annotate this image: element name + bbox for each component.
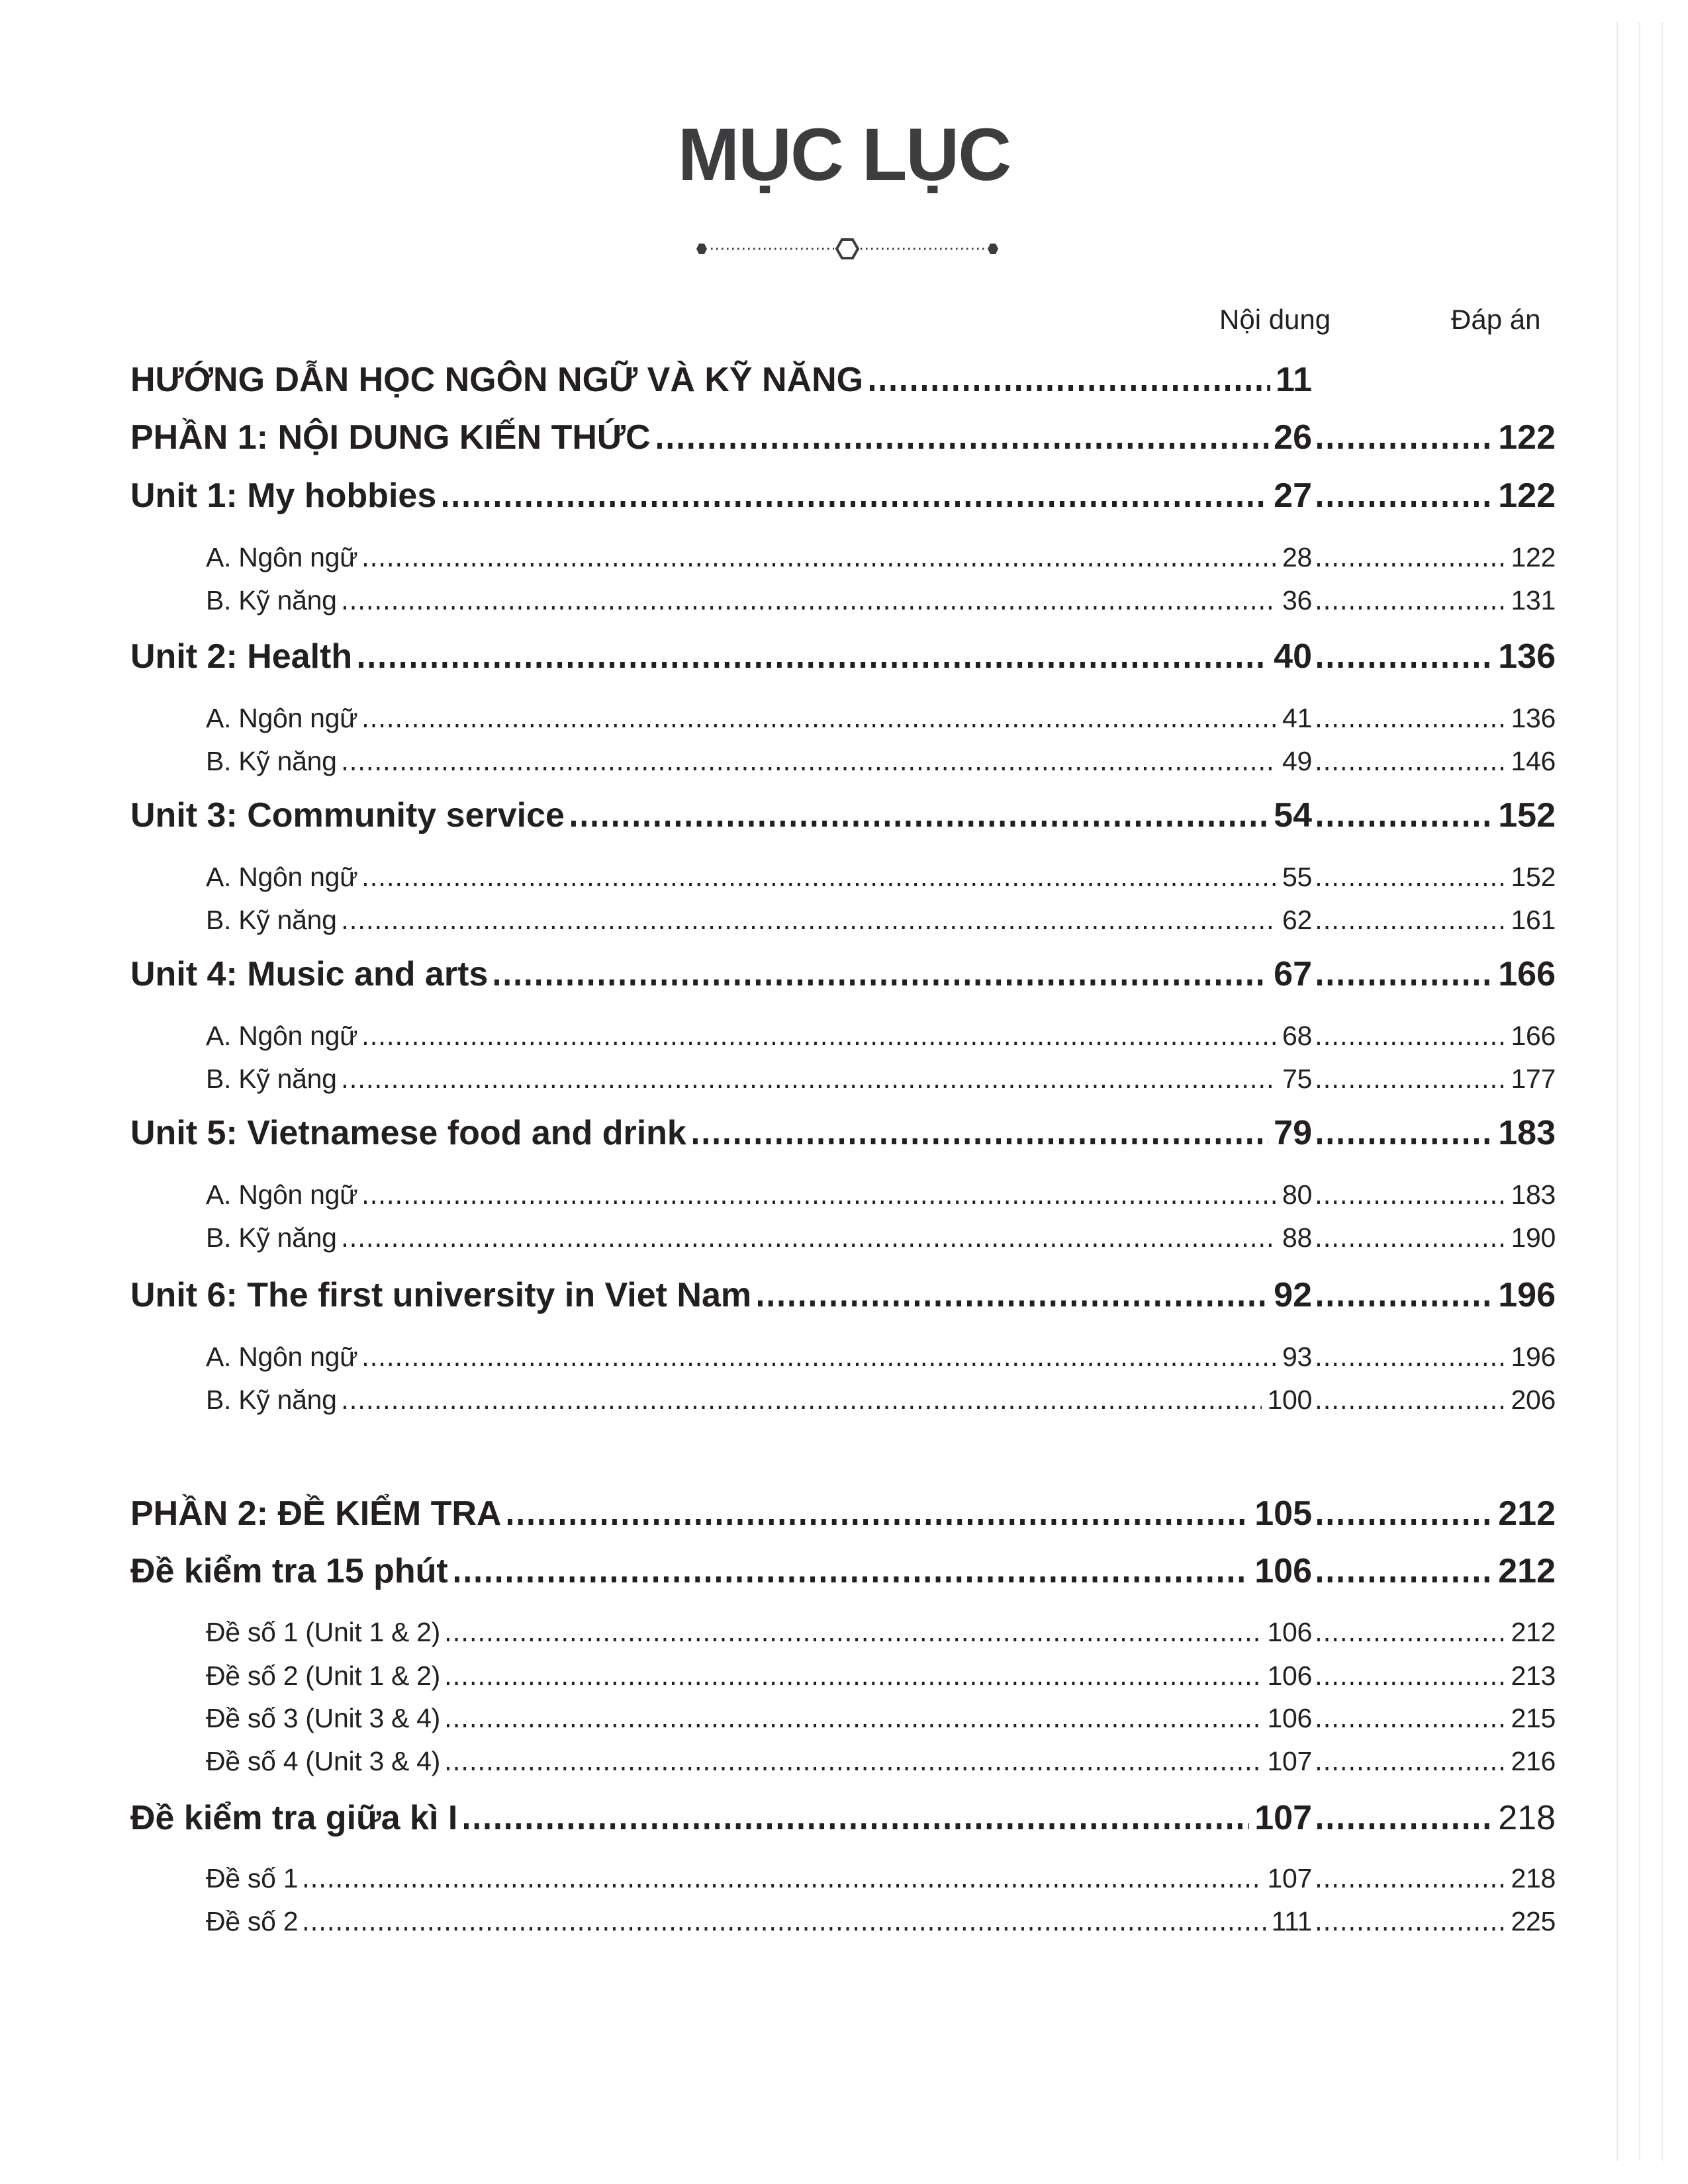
dot-leader <box>305 1927 1266 1931</box>
dot-leader <box>305 1884 1262 1888</box>
toc-entry-label: Unit 6: The first university in Viet Nam <box>130 1276 752 1314</box>
dot-leader <box>657 443 1269 449</box>
content-page-number: 106 <box>1267 1617 1312 1647</box>
dot-leader <box>464 1823 1249 1829</box>
answer-page-number: 190 <box>1511 1222 1556 1253</box>
answer-column <box>1312 1554 1556 1588</box>
answer-page-number: 212 <box>1511 1617 1556 1647</box>
toc-subitem-row[interactable] <box>206 587 1556 614</box>
dot-leader <box>447 1638 1262 1641</box>
dot-leader <box>571 821 1268 827</box>
answer-page-number: 152 <box>1511 862 1556 892</box>
answer-column <box>1312 705 1556 732</box>
answer-page-number: 218 <box>1511 1863 1556 1893</box>
toc-subitem-row[interactable] <box>206 705 1556 732</box>
answer-column <box>1312 1748 1556 1775</box>
dot-leader <box>1317 1927 1507 1931</box>
content-page-number: 92 <box>1274 1276 1312 1314</box>
answer-column <box>1312 798 1556 833</box>
center-hexagon-icon <box>837 240 858 258</box>
answer-page-number: 166 <box>1511 1021 1556 1051</box>
toc-subitem-row[interactable] <box>206 1705 1556 1732</box>
answer-page-number: 122 <box>1498 418 1556 457</box>
content-page-number: 28 <box>1282 542 1312 572</box>
dot-leader <box>693 1138 1268 1144</box>
dot-leader <box>364 1363 1277 1366</box>
dot-leader <box>1317 1638 1507 1641</box>
content-page-number: 88 <box>1282 1222 1312 1253</box>
toc-heading-row[interactable] <box>130 1116 1556 1150</box>
toc-subitem-row[interactable] <box>206 1387 1556 1414</box>
dot-leader <box>359 662 1268 668</box>
answer-column <box>1312 1116 1556 1150</box>
answer-page-number: 122 <box>1511 542 1556 572</box>
answer-page-number: 152 <box>1498 796 1556 835</box>
answer-page-number: 225 <box>1511 1906 1556 1936</box>
toc-entry-label: B. Kỹ năng <box>206 746 337 776</box>
toc-subitem-row[interactable] <box>206 864 1556 891</box>
content-page-number: 55 <box>1282 862 1312 892</box>
toc-entry-label: Đề kiểm tra giữa kì I <box>130 1799 458 1837</box>
toc-entry-label: B. Kỹ năng <box>206 1064 337 1094</box>
toc-subitem-row[interactable] <box>206 1865 1556 1892</box>
toc-entry-label: B. Kỹ năng <box>206 585 337 615</box>
content-page-number: 68 <box>1282 1021 1312 1051</box>
dot-leader <box>1317 1201 1507 1204</box>
dot-leader <box>1317 724 1507 727</box>
answer-page-number: 212 <box>1498 1494 1556 1533</box>
toc-subitem-row[interactable] <box>206 1662 1556 1690</box>
answer-column <box>1312 1023 1556 1050</box>
dot-leader <box>344 606 1277 610</box>
toc-entry-label: Đề số 1 (Unit 1 & 2) <box>206 1617 441 1647</box>
answer-column <box>1312 1705 1556 1732</box>
dot-leader <box>1317 883 1507 886</box>
dot-leader <box>1317 1042 1507 1045</box>
answer-column <box>1312 587 1556 614</box>
content-page-number: 106 <box>1254 1552 1312 1590</box>
toc-entry-label: PHẦN 2: ĐỀ KIỂM TRA <box>130 1494 502 1533</box>
dot-leader <box>344 926 1277 929</box>
dot-leader <box>1317 443 1494 449</box>
toc-heading-row[interactable] <box>130 957 1556 991</box>
page-edge-line <box>1639 22 1640 2161</box>
content-page-number: 107 <box>1267 1863 1312 1893</box>
dot-leader <box>508 1519 1249 1525</box>
answer-column <box>1312 957 1556 991</box>
content-page-number: 49 <box>1282 746 1312 776</box>
toc-entry-label: A. Ngôn ngữ <box>206 542 358 572</box>
answer-column <box>1312 1224 1556 1251</box>
dot-leader <box>1317 821 1494 827</box>
toc-entry-label: Unit 3: Community service <box>130 796 565 835</box>
toc-subitem-row[interactable] <box>206 1023 1556 1050</box>
toc-heading-row[interactable] <box>130 478 1556 513</box>
toc-heading-row[interactable] <box>130 1278 1556 1312</box>
answer-page-number: 131 <box>1511 585 1556 615</box>
dot-leader <box>364 563 1277 567</box>
answer-page-number: 122 <box>1498 477 1556 515</box>
dot-leader <box>364 883 1277 886</box>
dot-leader <box>447 1767 1262 1770</box>
dot-leader <box>1317 662 1494 668</box>
page-title: MỤC LỤC <box>677 113 1011 196</box>
answer-column <box>1312 1496 1556 1531</box>
answer-page-number: 212 <box>1498 1552 1556 1590</box>
dot-leader <box>1317 1884 1507 1888</box>
toc-heading-row[interactable] <box>130 420 1556 455</box>
answer-page-number: 161 <box>1511 905 1556 935</box>
answer-page-number: 177 <box>1511 1064 1556 1094</box>
answer-page-number: 216 <box>1511 1746 1556 1776</box>
toc-subitem-row[interactable] <box>206 1224 1556 1251</box>
answer-page-number: 136 <box>1498 637 1556 676</box>
answer-column <box>1312 478 1556 513</box>
toc-entry-label: A. Ngôn ngữ <box>206 862 358 892</box>
answer-column <box>1312 1908 1556 1935</box>
right-hexagon-icon <box>988 244 998 254</box>
toc-entry-label: B. Kỹ năng <box>206 1222 337 1253</box>
column-header-answers: Đáp án <box>1451 304 1541 335</box>
dot-leader <box>447 1682 1262 1685</box>
column-header-content: Nội dung <box>1219 304 1331 335</box>
answer-page-number: 183 <box>1498 1114 1556 1152</box>
toc-entry-label: Đề số 2 <box>206 1906 299 1936</box>
toc-entry-label: Unit 4: Music and arts <box>130 955 489 993</box>
toc-heading-row[interactable] <box>130 1801 1556 1835</box>
content-page-number: 106 <box>1267 1703 1312 1733</box>
content-page-number: 67 <box>1274 955 1312 993</box>
page-edge-line <box>1617 22 1618 2161</box>
toc-subitem-row[interactable] <box>206 748 1556 775</box>
toc-subitem-row[interactable] <box>206 544 1556 571</box>
content-page-number: 106 <box>1267 1661 1312 1691</box>
answer-column <box>1312 907 1556 934</box>
dot-leader <box>1317 563 1507 567</box>
dot-leader <box>1317 1767 1507 1770</box>
answer-column <box>1312 1181 1556 1208</box>
content-page-number: 111 <box>1271 1906 1312 1936</box>
answer-column <box>1312 1801 1556 1835</box>
dot-leader <box>1317 1406 1507 1409</box>
toc-entry-label: A. Ngôn ngữ <box>206 1021 358 1051</box>
toc-entry-label: Đề số 3 (Unit 3 & 4) <box>206 1703 441 1733</box>
toc-heading-row[interactable] <box>130 363 1556 397</box>
content-page-number: 75 <box>1282 1064 1312 1094</box>
left-hexagon-icon <box>696 244 707 254</box>
answer-column <box>1312 544 1556 571</box>
toc-subitem-row[interactable] <box>206 907 1556 934</box>
dot-leader <box>1317 501 1494 507</box>
page-edge-line <box>1662 22 1663 2161</box>
dot-leader <box>1317 1085 1507 1088</box>
content-page-number: 80 <box>1282 1179 1312 1210</box>
answer-page-number: 213 <box>1511 1661 1556 1691</box>
dot-leader <box>1317 1576 1494 1582</box>
dot-leader <box>870 385 1270 391</box>
content-page-number: 40 <box>1274 637 1312 676</box>
content-page-number: 100 <box>1267 1385 1312 1415</box>
dot-leader <box>1317 979 1494 985</box>
content-page-number: 107 <box>1267 1746 1312 1776</box>
content-page-number: 36 <box>1282 585 1312 615</box>
dot-leader <box>364 1042 1277 1045</box>
toc-entry-label: Unit 5: Vietnamese food and drink <box>130 1114 686 1152</box>
answer-page-number: 215 <box>1511 1703 1556 1733</box>
dot-leader <box>1317 926 1507 929</box>
dot-leader <box>1317 606 1507 610</box>
dot-leader <box>1317 1244 1507 1247</box>
toc-subitem-row[interactable] <box>206 1908 1556 1935</box>
answer-page-number: 183 <box>1511 1179 1556 1210</box>
dot-leader <box>1317 767 1507 770</box>
answer-column <box>1312 1278 1556 1312</box>
answer-page-number: 146 <box>1511 746 1556 776</box>
answer-page-number: 206 <box>1511 1385 1556 1415</box>
content-page-number: 41 <box>1282 703 1312 733</box>
content-page-number: 27 <box>1274 477 1312 515</box>
answer-column <box>1312 1662 1556 1690</box>
toc-entry-label: A. Ngôn ngữ <box>206 703 358 733</box>
toc-entry-label: PHẦN 1: NỘI DUNG KIẾN THỨC <box>130 418 651 457</box>
content-page-number: 105 <box>1254 1494 1312 1533</box>
content-page-number: 93 <box>1282 1342 1312 1372</box>
answer-column <box>1312 1619 1556 1646</box>
answer-column <box>1312 1865 1556 1892</box>
answer-page-number: 166 <box>1498 955 1556 993</box>
dot-leader <box>758 1300 1268 1306</box>
answer-page-number: 218 <box>1498 1799 1556 1837</box>
answer-column <box>1312 639 1556 674</box>
dot-leader <box>455 1576 1250 1582</box>
dot-leader <box>344 1085 1277 1088</box>
toc-entry-label: Đề số 4 (Unit 3 & 4) <box>206 1746 441 1776</box>
dot-leader <box>1317 1682 1507 1685</box>
answer-page-number: 196 <box>1511 1342 1556 1372</box>
toc-entry-label: B. Kỹ năng <box>206 905 337 935</box>
toc-entry-label: A. Ngôn ngữ <box>206 1342 358 1372</box>
toc-entry-label: B. Kỹ năng <box>206 1385 337 1415</box>
dot-leader <box>1317 1724 1507 1727</box>
dot-leader <box>344 767 1277 770</box>
dot-leader <box>364 724 1277 727</box>
dot-leader <box>1317 1823 1494 1829</box>
content-page-number: 79 <box>1274 1114 1312 1152</box>
content-page-number: 107 <box>1254 1799 1312 1837</box>
answer-column <box>1312 748 1556 775</box>
dot-leader <box>344 1244 1277 1247</box>
toc-heading-row[interactable] <box>130 1554 1556 1588</box>
toc-entry-label: Đề kiểm tra 15 phút <box>130 1552 448 1590</box>
toc-entry-label: HƯỚNG DẪN HỌC NGÔN NGỮ VÀ KỸ NĂNG <box>130 361 864 399</box>
answer-column <box>1312 864 1556 891</box>
toc-entry-label: Unit 1: My hobbies <box>130 477 437 515</box>
dot-leader <box>1317 1300 1494 1306</box>
dot-leader <box>494 979 1268 985</box>
dot-leader <box>1317 1363 1507 1366</box>
answer-column <box>1312 1343 1556 1371</box>
dot-leader <box>443 501 1268 507</box>
answer-column <box>1312 1066 1556 1093</box>
toc-subitem-row[interactable] <box>206 1619 1556 1646</box>
dot-leader <box>1317 1519 1494 1525</box>
toc-subitem-row[interactable] <box>206 1748 1556 1775</box>
answer-column <box>1312 420 1556 455</box>
toc-entry-label: Đề số 1 <box>206 1863 299 1893</box>
content-page-number: 54 <box>1274 796 1312 835</box>
toc-subitem-row[interactable] <box>206 1066 1556 1093</box>
toc-entry-label: Đề số 2 (Unit 1 & 2) <box>206 1661 441 1691</box>
dot-leader <box>447 1724 1262 1727</box>
toc-subitem-row[interactable] <box>206 1181 1556 1208</box>
dot-leader <box>1317 1138 1494 1144</box>
toc-heading-row[interactable] <box>130 798 1556 833</box>
toc-heading-row[interactable] <box>130 639 1556 674</box>
toc-heading-row[interactable] <box>130 1496 1556 1531</box>
dot-leader <box>364 1201 1277 1204</box>
toc-entry-label: A. Ngôn ngữ <box>206 1179 358 1210</box>
answer-column <box>1312 1387 1556 1414</box>
title-divider-ornament <box>695 236 1000 262</box>
toc-entry-label: Unit 2: Health <box>130 637 353 676</box>
answer-page-number: 196 <box>1498 1276 1556 1314</box>
toc-subitem-row[interactable] <box>206 1343 1556 1371</box>
content-page-number: 26 <box>1274 418 1312 457</box>
answer-page-number: 136 <box>1511 703 1556 733</box>
content-page-number: 62 <box>1282 905 1312 935</box>
content-page-number: 11 <box>1276 361 1312 399</box>
dot-leader <box>344 1406 1262 1409</box>
